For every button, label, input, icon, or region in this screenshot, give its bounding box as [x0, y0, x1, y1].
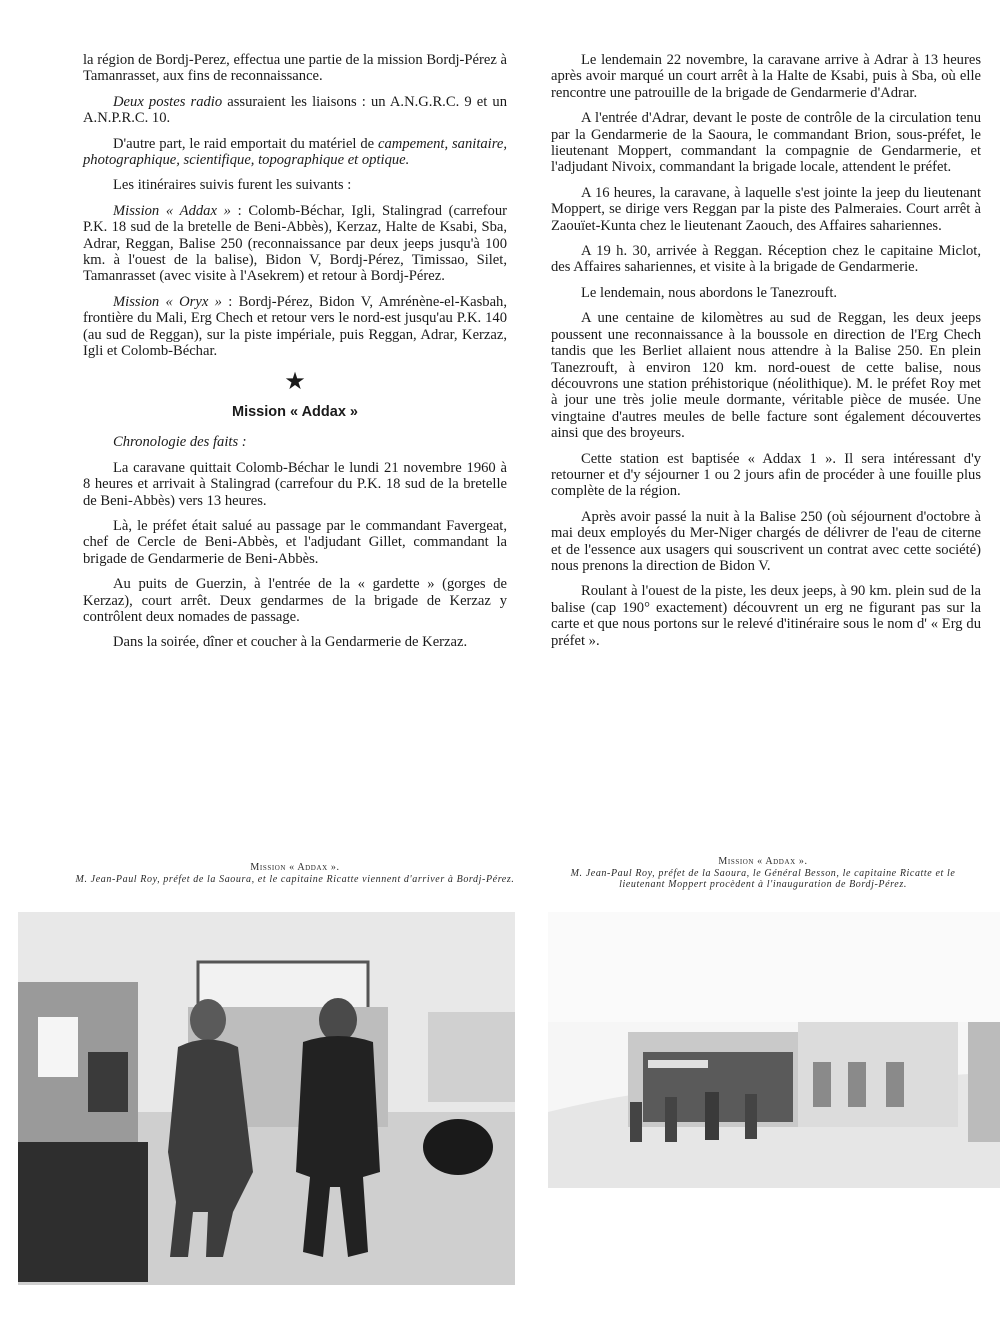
paragraph: Là, le préfet était salué au passage par le commandant Favergeat, chef de Cercle de Beni-Abbès, et l'adjudant Gillet, commandant la brigade de Gendarmerie de Beni-Abbès.: [83, 517, 507, 567]
itinerary-text: : Colomb-Béchar, Igli, Stalingrad (carrefour P.K. 18 sud de la bretelle de Beni-Abbès), Kerzaz, Halte de Ksabi, Sba, Adrar, Reggan, Balise 250 (reconnaissance par deux jeeps jusqu'à 100 km. à l'ouest de la balise), Bidon V, Bordj-Pérez, Timissao, Silet, Tamanrasset (avec visite à l'Asekrem) et retour à Bordj-Pérez.: [83, 202, 507, 285]
mission-name: Mission « Oryx »: [113, 293, 222, 310]
paragraph: A 19 h. 30, arrivée à Reggan. Réception chez le capitaine Miclot, des Affaires sahariennes, et visite à la brigade de Gendarmerie.: [551, 243, 981, 276]
paragraph-text: D'autre part, le raid emportait du matériel de: [113, 135, 379, 152]
section-title: Mission « Addax »: [232, 403, 358, 420]
caption-title: Mission « Addax ».: [250, 862, 340, 873]
paragraph: Dans la soirée, dîner et coucher à la Gendarmerie de Kerzaz.: [113, 634, 468, 651]
mission-name: Mission « Addax »: [113, 202, 231, 219]
paragraph: A 16 heures, la caravane, à laquelle s'est jointe la jeep du lieutenant Moppert, se dirige vers Reggan par la piste des Palmeraies. Court arrêt à Zaouïet-Kunta chez le lieutenant Zaouch, des Affaires sahariennes.: [551, 184, 981, 234]
photo-caption-right: [548, 856, 978, 891]
subheading: Chronologie des faits :: [113, 434, 247, 451]
itinerary-item: [83, 203, 507, 285]
paragraph: Après avoir passé la nuit à la Balise 250 (où séjournent d'octobre à mai deux employés du Mer-Niger chargés de délivrer de l'eau de citerne et de l'essence aux usagers qui souscrivent un contrat avec cette société) nous prenons la direction de Bidon V.: [551, 508, 981, 574]
paragraph: Le lendemain 22 novembre, la caravane arrive à Adrar à 13 heures après avoir marqué un court arrêt à la Halte de Ksabi, puis à Sba, où elle rencontre une patrouille de la brigade de Gendarmerie d'Adrar.: [551, 52, 981, 101]
photo-caption-left: [60, 862, 530, 885]
paragraph: Le lendemain, nous abordons le Tanezrouft.: [581, 284, 838, 301]
paragraph: Roulant à l'ouest de la piste, les deux jeeps, à 90 km. plein sud de la balise (cap 190° exactement) découvrent un erg ne figurant pas sur la carte et que nous portons sur le relevé d'itinéraire sous le nom d' « Erg du préfet ».: [551, 583, 981, 649]
paragraph: Les itinéraires suivis furent les suivants :: [113, 177, 352, 194]
itinerary-item: [83, 294, 507, 360]
paragraph: A une centaine de kilomètres au sud de Reggan, les deux jeeps poussent une reconnaissance à la boussole en direction de l'Erg Chech tandis que les Berliet allaient nous attendre à la Balise 250. En plein Tanezrouft, à environ 120 km. nord-ouest de cette balise, nous découvrons une station préhistorique (néolithique). M. le préfet Roy met à jour une très jolie meule dormante, véritable pièce de musée. Une vingtaine d'autres meules de belle facture sont également découvertes ainsi que des broyeurs.: [551, 310, 981, 442]
photo-inauguration: [548, 912, 1000, 1188]
star-icon: ★: [284, 368, 306, 395]
paragraph: [83, 136, 507, 169]
right-column: [551, 52, 981, 658]
caption-title: Mission « Addax ».: [718, 856, 808, 867]
paragraph: La caravane quittait Colomb-Béchar le lundi 21 novembre 1960 à 8 heures et arrivait à Stalingrad (carrefour du P.K. 18 sud de la bretelle de Beni-Abbès) vers 13 heures.: [83, 459, 507, 509]
caption-text: M. Jean-Paul Roy, préfet de la Saoura, le Général Besson, le capitaine Ricatte et le lieutenant Moppert procèdent à l'inauguration de Bordj-Pérez.: [570, 867, 956, 890]
paragraph-text: assuraient les liaisons : un A.N.G.R.C. 9 et un A.N.P.R.C. 10.: [83, 93, 508, 127]
paragraph: Cette station est baptisée « Addax 1 ». Il sera intéressant d'y retourner et d'y séjourner 1 ou 2 jours afin de procéder à une fouille plus complète de la région.: [551, 450, 981, 500]
emphasis-text: campement, sanitaire, photographique, scientifique, topographique et optique.: [83, 135, 507, 169]
paragraph: [83, 94, 507, 127]
itinerary-text: : Bordj-Pérez, Bidon V, Amrénène-el-Kasbah, frontière du Mali, Erg Chech et retour vers le nord-est jusqu'au P.K. 140 (au sud de Reggan), sur la piste impériale, puis Reggan, Adrar, Kerzaz, Igli et Colomb-Béchar.: [83, 293, 507, 360]
paragraph: la région de Bordj-Perez, effectua une partie de la mission Bordj-Pérez à Tamanrasset, aux fins de reconnaissance.: [83, 52, 507, 85]
photo-officers: [18, 912, 515, 1285]
paragraph: A l'entrée d'Adrar, devant le poste de contrôle de la circulation tenu par la Gendarmerie de la Saoura, le commandant Brion, sous-préfet, le lieutenant Moppert, commandant la compagnie de Gendarmerie, et l'adjudant Nivoix, commandant la brigade locale, attendent le préfet.: [551, 110, 981, 176]
caption-text: M. Jean-Paul Roy, préfet de la Saoura, et le capitaine Ricatte viennent d'arriver à Bordj-Pérez.: [75, 873, 515, 885]
paragraph: Au puits de Guerzin, à l'entrée de la « gardette » (gorges de Kerzaz), court arrêt. Deux gendarmes de la brigade de Kerzaz y contrôlent deux nomades de passage.: [83, 576, 507, 625]
emphasis-text: Deux postes radio: [113, 93, 223, 110]
left-column: [83, 52, 507, 660]
